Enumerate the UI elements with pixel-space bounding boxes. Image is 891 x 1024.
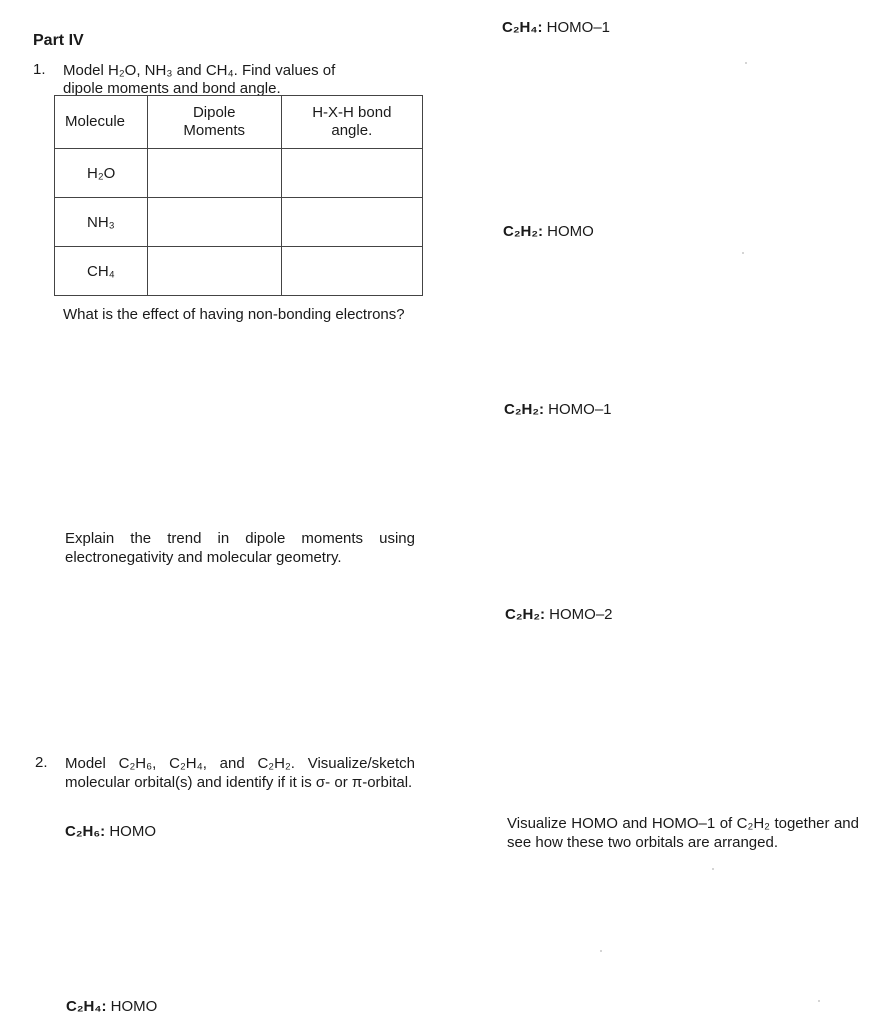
question-1-prompt-line2: dipole moments and bond angle. bbox=[63, 80, 281, 97]
dipole-cell[interactable] bbox=[147, 149, 281, 198]
formula: C₂H₄ bbox=[502, 19, 538, 36]
table-header-row bbox=[55, 96, 423, 149]
formula: C₂H₂ bbox=[505, 606, 540, 623]
angle-cell[interactable] bbox=[281, 149, 422, 198]
c2h2-homo-minus-2-label: C₂H₂: HOMO–2 bbox=[505, 606, 613, 623]
formula: C₂H₂ bbox=[504, 401, 539, 418]
effect-question: What is the effect of having non-bonding electrons? bbox=[63, 306, 405, 323]
orbital: HOMO bbox=[547, 223, 594, 240]
question-2-number: 2. bbox=[35, 754, 48, 771]
scan-speck bbox=[742, 252, 744, 254]
c2h2-homo-minus-1-label: C₂H₂: HOMO–1 bbox=[504, 401, 612, 418]
formula: C₂H₂ bbox=[503, 223, 538, 240]
header-dipole-moments: Dipole Moments bbox=[147, 96, 281, 149]
scan-speck bbox=[745, 62, 747, 64]
c2h2-homo-label: C₂H₂: HOMO bbox=[503, 223, 594, 240]
visualize-instruction: Visualize HOMO and HOMO–1 of C₂H₂ together and see how these two orbitals are arranged. bbox=[507, 815, 859, 851]
c2h4-homo-label: C₂H₄: HOMO bbox=[66, 998, 158, 1015]
header-bond-angle: H-X-H bond angle. bbox=[281, 96, 422, 149]
table-row bbox=[55, 198, 423, 247]
c2h4-formula: C₂H₄ bbox=[66, 998, 102, 1015]
orbital: HOMO–1 bbox=[548, 401, 612, 418]
molecule-cell: H₂O bbox=[55, 149, 148, 198]
c2h4-orbital: HOMO bbox=[110, 998, 158, 1015]
molecule-cell: CH₄ bbox=[55, 247, 148, 296]
question-1-number: 1. bbox=[33, 61, 46, 78]
scan-speck bbox=[818, 1000, 820, 1002]
table-row bbox=[55, 149, 423, 198]
c2h6-formula: C₂H₆ bbox=[65, 823, 101, 840]
scan-speck bbox=[600, 950, 602, 952]
trend-question: Explain the trend in dipole moments using electronegativity and molecular geometry. bbox=[65, 530, 415, 566]
dipole-cell[interactable] bbox=[147, 198, 281, 247]
orbital: HOMO–1 bbox=[546, 19, 611, 36]
table-row bbox=[55, 247, 423, 296]
angle-cell[interactable] bbox=[281, 198, 422, 247]
orbital: HOMO–2 bbox=[549, 606, 613, 623]
angle-cell[interactable] bbox=[281, 247, 422, 296]
dipole-cell[interactable] bbox=[147, 247, 281, 296]
part-title: Part IV bbox=[33, 32, 84, 49]
question-2-prompt: Model C₂H₆, C₂H₄, and C₂H₂. Visualize/sketch molecular orbital(s) and identify if it is σ- or π-orbital. bbox=[65, 755, 415, 791]
c2h6-homo-label: C₂H₆: HOMO bbox=[65, 823, 156, 840]
question-1-prompt-line1: Model H₂O, NH₃ and CH₄. Find values of bbox=[63, 62, 336, 79]
molecule-properties-table bbox=[54, 95, 423, 296]
c2h6-orbital: HOMO bbox=[109, 823, 156, 840]
header-molecule: Molecule bbox=[55, 96, 148, 149]
scan-speck bbox=[712, 868, 714, 870]
molecule-cell: NH₃ bbox=[55, 198, 148, 247]
c2h4-homo-minus-1-label: C₂H₄: HOMO–1 bbox=[502, 19, 611, 36]
